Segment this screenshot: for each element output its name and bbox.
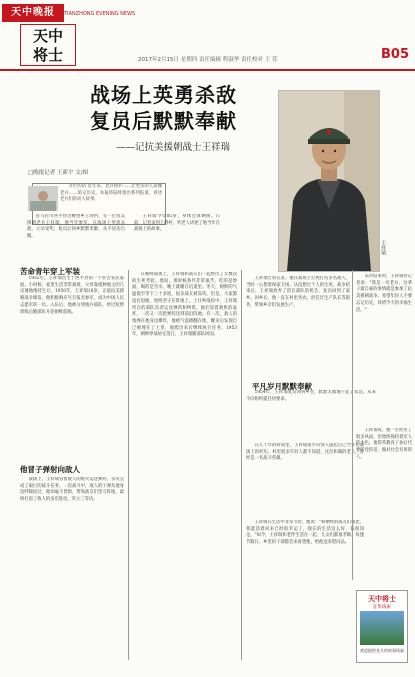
header-rule [0,69,415,71]
headline-line2: 复员后默默奉献 [90,109,237,133]
body-column-3c: 在几十年的时间里，王祥瑞很少向别人提起自己当年在战场上的经历。村里很多年轻人都不知道，这位和蔼的老人，曾经是一名战斗英雄。 [246,443,364,462]
body-column-3d: 王祥瑞在生活中非常节俭，他说："和牺牲的战友们相比，我能活着回来已经很幸运了，现在的生活这么好，我很知足。"如今，王祥瑞和老伴生活在一起，儿女们都很孝顺。每逢节假日，乡里的干部都会来看望他，给他送来慰问品。 [246,520,364,546]
headline [90,82,300,134]
section-label-box [20,24,76,66]
mini-photo [28,186,58,211]
section-title-2: 他冒子弹射向敌人 [20,465,80,474]
newspaper-logo: 天中晚报 [2,4,64,22]
page-number: B05 [381,47,409,62]
veteran-photo [278,90,380,272]
promo-title: 天中将士 [368,595,396,603]
column-divider [352,270,353,580]
subheadline: ——记抗美援朝战士王祥瑞 [116,142,231,153]
body-column-1a: 1932年，王祥瑞出生于西平县的一个贫苦农民家庭。小时候，家里生活非常艰难，父母靠租种地主的几亩薄地维持生计。1950年，王祥瑞18岁，正值抗美援朝战争爆发，他积极响应号召报名参军，成为中国人民志愿军的一员。入伍后，他被分到炮兵部队，经过短暂训练后随部队开赴朝鲜前线。 [20,276,124,315]
section-title-3: 平凡岁月默默奉献 [252,382,312,391]
promo-image [360,611,404,645]
lead-paragraph-left: 驻马店市西平县出柳堡乡王湾村，有一位抗美援朝老兵王祥瑞，他当年参军，在战场上英勇杀敌，立功受奖；复员后回乡默默奉献，从不居功自傲。 [27,214,125,240]
section-label-line1: 天中 [32,27,63,45]
body-column-2: 在朝鲜战场上，王祥瑞和战友们一起经历了无数次的生死考验。他说，那时候条件非常艰苦，吃的是炒面，喝的是雪水，晚上就睡在坑道里。冬天，朝鲜的气温低至零下三十多度，很多战友被冻伤。但是，大家都没有退缩，始终坚守在阵地上。上甘岭战役中，王祥瑞所在的部队负责运送弹药和物资，他们冒着敌机的轰炸，一次又一次把弹药送到前沿阵地。有一次，敌人的炮弹在他身边爆炸，他被气浪掀翻在地，醒来后发现自己被埋在了土里，他爬出来后继续执行任务。1953年，朝鲜停战协定签订，王祥瑞随部队回国。 [132,272,237,338]
body-column-4b: 王祥瑞说，他一生经历了很多风雨，但始终保持着军人的本色。他常常教育子孙后代要听党的话，做对社会有用的人。 [356,428,412,460]
column-divider [241,270,242,660]
dateline: 2017年2月15日 星期四 责任编辑 程淑华 责任校对 王 萱 [138,57,278,63]
photo-caption: 王祥瑞 [380,240,386,255]
newspaper-logo-subtitle: TIANZHONG EVENING NEWS [64,11,136,17]
column-divider [128,270,129,660]
body-column-1b: 战场上，王祥瑞冒着敌人的炮火运送弹药，多次完成了艰巨的战斗任务。一次战斗中，敌人的子弹从他身边呼啸而过，他却毫不畏惧，带领战友们坚守阵地，最终打退了敌人的多次进攻，荣立三等功。 [20,477,124,503]
section-title-1: 苦命青年穿上军装 [20,267,80,276]
byline: □晚报记者 王新宇 文/图 [28,170,89,176]
headline-line1: 战场上英勇杀敌 [90,83,237,107]
section-label-line2: 将士 [32,46,63,64]
body-column-4a: 采访结束时，王祥瑞对记者说："我是一名老兵，这辈子最自豪的事情就是参加了抗美援朝战争。希望年轻人不要忘记历史，珍惜今天的幸福生活。" [356,274,412,313]
promo-subtitle: 征集线索 [373,605,391,610]
promo-text: 欢迎提供老兵的故事线索 [360,648,404,653]
column-promo-box [356,590,408,663]
body-column-3b: 1954年，王祥瑞复员回到乡里，默默无闻地干起了农活，从来不向组织提任何要求。 [246,390,376,402]
lead-paragraph-right: 王祥瑞今年85岁，身体还算硬朗。日前，记者来到王湾村，听老人讲述了他当年在战场上的故事。 [134,214,220,233]
body-column-3a: 王祥瑞告诉记者，他在战场上打死打伤多名敌人，当时一心想着保家卫国，从没想过个人的生死。战争结束后，王祥瑞放弃了留在部队的机会，复员回到了家乡。回乡后，他一直在村里务农，担任过生产队长等职务，带领乡亲们发展生产。 [246,276,350,308]
column-intro-text: 开栏的话 近年来，老兵保护……让更多的人读懂老兵……铭记历史。本报将陆续推出系列报道，讲述老兵们的动人故事。 [60,184,162,203]
veteran-portrait-image [279,91,379,271]
